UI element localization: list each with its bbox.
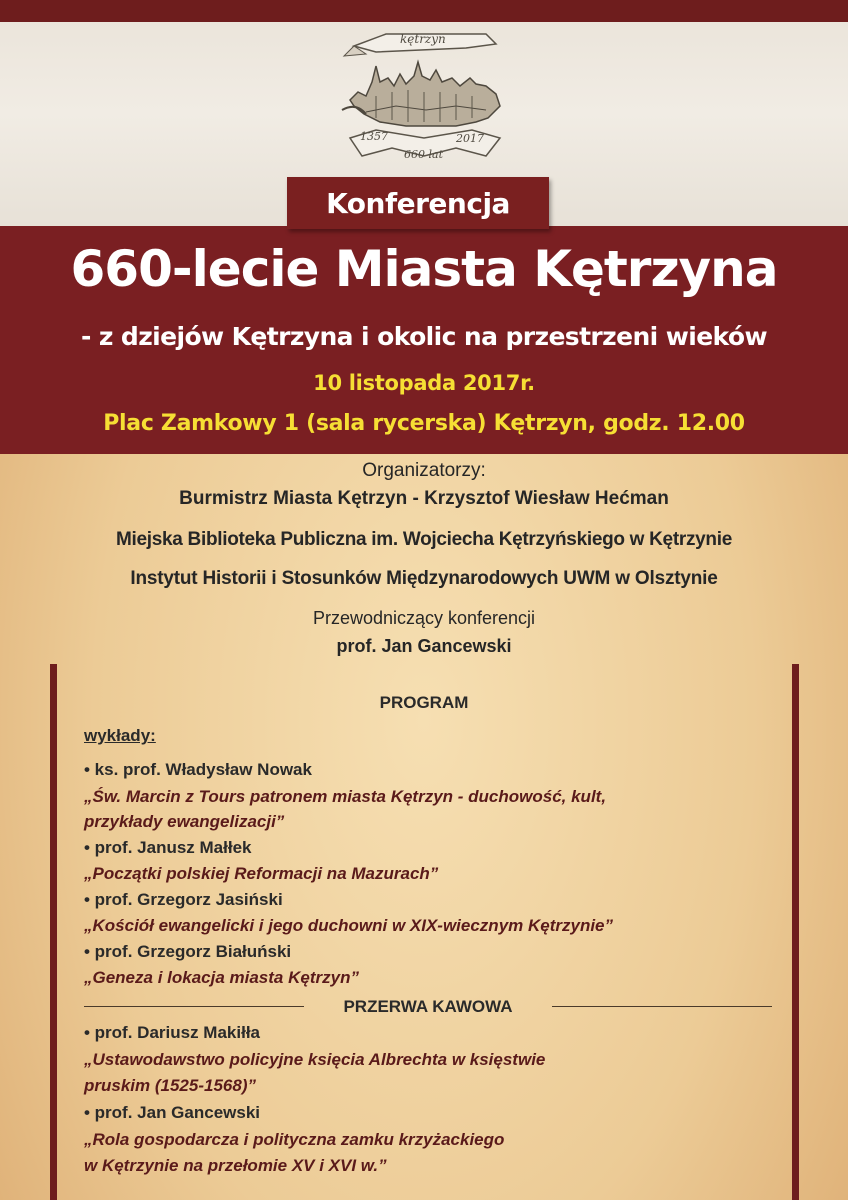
city-logo <box>336 26 512 170</box>
page-subtitle: - z dziejów Kętrzyna i okolic na przestrzeni wieków <box>80 322 767 351</box>
conference-label: Konferencja <box>326 186 510 220</box>
speaker-3: • prof. Grzegorz Jasiński <box>84 890 283 909</box>
program-border-right <box>792 664 799 1200</box>
logo-town-name: kętrzyn <box>400 32 446 46</box>
lecture-title-5-line-1: „Ustawodawstwo policyjne księcia Albrechta w księstwie <box>84 1050 546 1069</box>
logo-year-end: 2017 <box>456 132 484 145</box>
speaker-6: • prof. Jan Gancewski <box>84 1103 261 1122</box>
speaker-4: • prof. Grzegorz Białuński <box>84 942 292 961</box>
logo-anniversary: 660 lat <box>404 148 443 161</box>
organizers-label: Organizatorzy: <box>362 460 486 481</box>
event-place: Plac Zamkowy 1 (sala rycerska) Kętrzyn, godz. 12.00 <box>103 411 745 436</box>
speaker-5: • prof. Dariusz Makiłła <box>84 1023 260 1042</box>
lecture-title-6-line-2: w Kętrzynie na przełomie XV i XVI w.” <box>84 1156 387 1175</box>
organizer-2: Miejska Biblioteka Publiczna im. Wojciecha Kętrzyńskiego w Kętrzynie <box>116 529 732 550</box>
program-border-left <box>50 664 57 1200</box>
page-title: 660-lecie Miasta Kętrzyna <box>70 240 778 298</box>
lectures-label: wykłady: <box>84 726 156 745</box>
lecture-title-2: „Początki polskiej Reformacji na Mazurach” <box>84 864 439 883</box>
chair-name: prof. Jan Gancewski <box>336 636 512 656</box>
event-date: 10 listopada 2017r. <box>313 371 535 395</box>
lecture-title-5-line-2: pruskim (1525-1568)” <box>84 1076 256 1095</box>
lecture-title-4: „Geneza i lokacja miasta Kętrzyn” <box>84 968 359 987</box>
lecture-title-1-line-1: „Św. Marcin z Tours patronem miasta Kętrzyn - duchowość, kult, <box>84 787 607 806</box>
coffee-break <box>84 995 772 1017</box>
speaker-2: • prof. Janusz Małłek <box>84 838 252 857</box>
logo-year-start: 1357 <box>360 130 388 143</box>
chair-label: Przewodniczący konferencji <box>312 608 536 628</box>
top-strip <box>0 0 848 22</box>
lecture-title-3: „Kościół ewangelicki i jego duchowni w XIX-wiecznym Kętrzynie” <box>84 916 614 935</box>
conference-label-box <box>287 177 549 229</box>
organizer-1: Burmistrz Miasta Kętrzyn - Krzysztof Wiesław Hećman <box>179 488 669 509</box>
organizer-3: Instytut Historii i Stosunków Międzynarodowych UWM w Olsztynie <box>130 568 718 589</box>
program-heading: PROGRAM <box>379 693 469 712</box>
lecture-title-6-line-1: „Rola gospodarcza i polityczna zamku krzyżackiego <box>84 1130 505 1149</box>
lecture-title-1-line-2: przykłady ewangelizacji” <box>84 812 285 831</box>
speaker-1: • ks. prof. Władysław Nowak <box>84 760 312 779</box>
coffee-break-label: PRZERWA KAWOWA <box>343 997 513 1016</box>
